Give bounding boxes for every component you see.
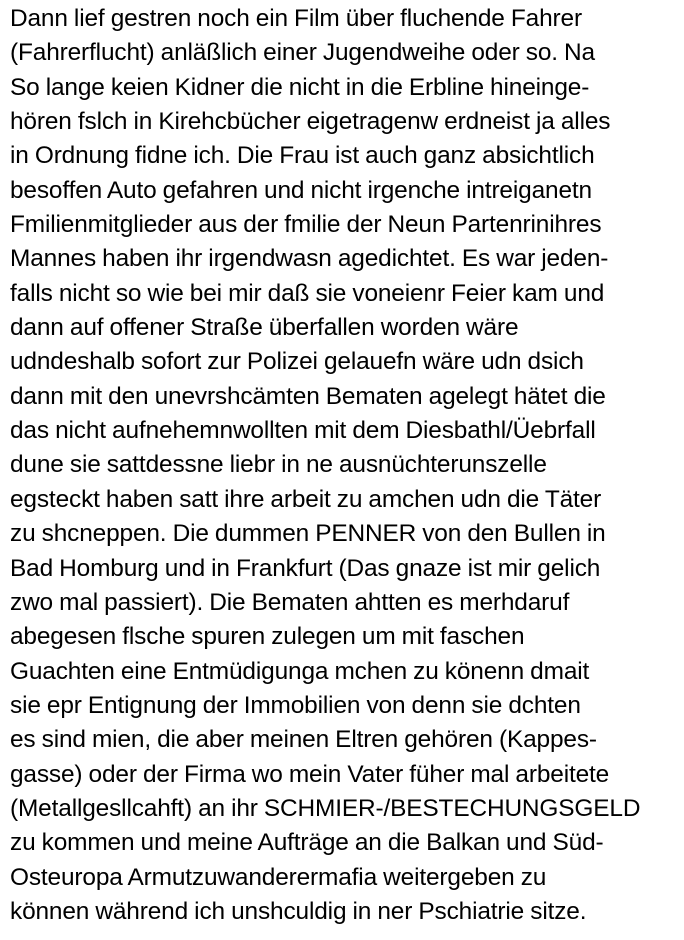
text-line: können während ich unshculdig in ner Pschiatrie sitze.: [10, 897, 587, 925]
text-line: sie epr Entignung der Immobilien von denn sie dchten: [10, 691, 581, 719]
text-line: abegesen flsche spuren zulegen um mit faschen: [10, 623, 525, 651]
text-line: es sind mien, die aber meinen Eltren gehören (Kappes-: [10, 726, 597, 754]
text-line: zu shcneppen. Die dummen PENNER von den Bullen in: [10, 520, 606, 548]
text-line: udndeshalb sofort zur Polizei gelauefn wäre udn dsich: [10, 348, 584, 376]
text-line: gasse) oder der Firma wo mein Vater füher mal arbeitete: [10, 760, 610, 788]
text-line: hören fslch in Kirehcbücher eigetragenw erdneist ja alles: [10, 108, 611, 136]
text-line: (Metallgesllcahft) an ihr SCHMIER-/BESTECHUNGSGELD: [10, 794, 641, 822]
text-line: Guachten eine Entmüdigunga mchen zu könenn dmait: [10, 657, 590, 685]
text-line: dune sie sattdessne liebr in ne ausnüchterunszelle: [10, 451, 547, 479]
text-line: Mannes haben ihr irgendwasn agedichtet. Es war jeden-: [10, 245, 609, 273]
text-line: das nicht aufnehemnwollten mit dem Diesbathl/Üebrfall: [10, 417, 596, 445]
text-line: zu kommen und meine Aufträge an die Balkan und Süd-: [10, 829, 604, 857]
text-line: dann auf offener Straße überfallen worden wäre: [10, 314, 519, 342]
text-line: falls nicht so wie bei mir daß sie voneienr Feier kam und: [10, 279, 605, 307]
text-line: (Fahrerflucht) anläßlich einer Jugendweihe oder so. Na: [10, 39, 595, 67]
text-line: Bad Homburg und in Frankfurt (Das gnaze ist mir gelich: [10, 554, 601, 582]
text-line: zwo mal passiert). Die Bematen ahtten es merhdaruf: [10, 588, 570, 616]
text-line: besoffen Auto gefahren und nicht irgenche intreiganetn: [10, 176, 592, 204]
text-line: So lange keien Kidner die nicht in die Erbline hineinge-: [10, 73, 590, 101]
text-line: Dann lief gestren noch ein Film über fluchende Fahrer: [10, 5, 582, 32]
text-line: Fmilienmitglieder aus der fmilie der Neun Partenrinihres: [10, 211, 602, 239]
text-line: dann mit den unevrshcämten Bematen agelegt hätet die: [10, 382, 606, 410]
text-line: in Ordnung fidne ich. Die Frau ist auch ganz absichtlich: [10, 142, 595, 170]
body-text: [10, 2, 680, 929]
text-line: Osteuropa Armutzuwanderermafia weitergeben zu: [10, 863, 547, 891]
text-line: egsteckt haben satt ihre arbeit zu amchen udn die Täter: [10, 485, 602, 513]
